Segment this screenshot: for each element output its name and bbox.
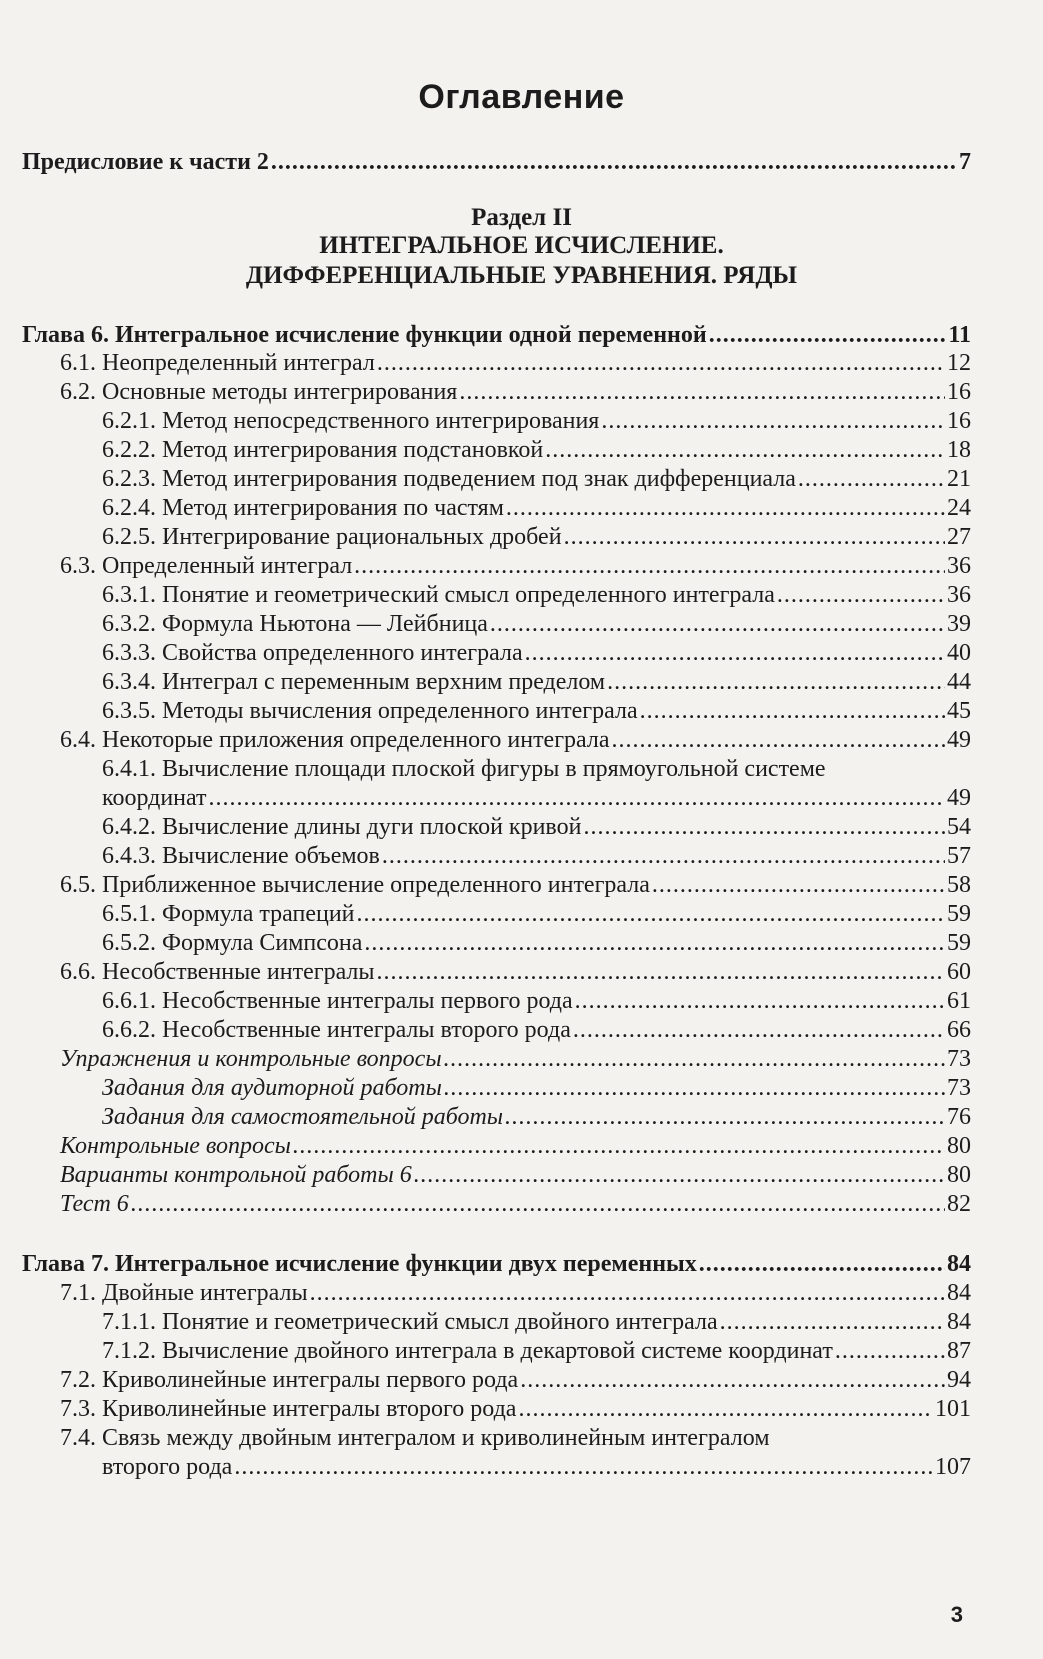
toc-entry[interactable]: [60, 1189, 971, 1219]
leader-dots: [459, 377, 945, 407]
toc-entry-page: 11: [948, 322, 971, 348]
toc-entry[interactable]: [102, 1073, 971, 1103]
leader-dots: [234, 1452, 933, 1482]
toc-entry-label: Варианты контрольной работы 6: [60, 1162, 412, 1188]
leader-dots: [612, 725, 945, 755]
toc-entry[interactable]: [102, 435, 971, 465]
toc-entry-label: 6.3.5. Методы вычисления определенного интеграла: [102, 698, 638, 724]
leader-dots: [835, 1336, 945, 1366]
toc-entry[interactable]: [102, 1102, 971, 1132]
leader-dots: [525, 638, 945, 668]
leader-dots: [777, 580, 945, 610]
leader-dots: [271, 147, 957, 177]
toc-entry-page: 80: [947, 1133, 971, 1159]
toc-entry-label: 7.3. Криволинейные интегралы второго рода: [60, 1396, 517, 1422]
toc-entry[interactable]: [60, 551, 971, 581]
page-title: Оглавление: [418, 78, 625, 116]
toc-entry-label: 6.5.2. Формула Симпсона: [102, 930, 363, 956]
toc-entry-page: 73: [947, 1075, 971, 1101]
leader-dots: [601, 406, 945, 436]
toc-entry-label: 6.2. Основные методы интегрирования: [60, 379, 458, 405]
leader-dots: [545, 435, 945, 465]
leader-dots: [505, 1102, 945, 1132]
leader-dots: [575, 986, 945, 1016]
toc-entry[interactable]: [60, 377, 971, 407]
toc-entry-page: 39: [947, 611, 971, 637]
toc-entry[interactable]: [60, 1044, 971, 1074]
toc-entry-label: Упражнения и контрольные вопросы: [60, 1046, 442, 1072]
toc-entry-page: 76: [947, 1104, 971, 1130]
toc-entry[interactable]: [102, 783, 971, 813]
toc-entry[interactable]: [102, 986, 971, 1016]
toc-entry-preface[interactable]: [22, 147, 971, 177]
leader-dots: [364, 928, 945, 958]
toc-entry-label: 6.2.3. Метод интегрирования подведением под знак дифференциала: [102, 466, 796, 492]
toc-entry-label: 6.3.2. Формула Ньютона — Лейбница: [102, 611, 488, 637]
toc-entry-page: 54: [947, 814, 971, 840]
toc-entry-label: Задания для аудиторной работы: [102, 1075, 442, 1101]
toc-entry-page: 84: [947, 1309, 971, 1335]
toc-entry-page: 73: [947, 1046, 971, 1072]
toc-entry-label: Тест 6: [60, 1191, 129, 1217]
toc-entry-label-continued[interactable]: 6.4.1. Вычисление площади плоской фигуры в прямоугольной системе: [102, 756, 826, 782]
toc-entry-page: 36: [947, 553, 971, 579]
toc-entry-label: 6.2.4. Метод интегрирования по частям: [102, 495, 504, 521]
leader-dots: [377, 348, 945, 378]
leader-dots: [518, 1394, 933, 1424]
toc-entry-label: 6.2.1. Метод непосредственного интегрирования: [102, 408, 600, 434]
leader-dots: [414, 1160, 945, 1190]
toc-entry-page: 16: [947, 408, 971, 434]
toc-entry-page: 16: [947, 379, 971, 405]
leader-dots: [506, 493, 945, 523]
toc-entry[interactable]: [102, 1307, 971, 1337]
toc-entry[interactable]: [102, 464, 971, 494]
toc-entry-page: 44: [947, 669, 971, 695]
leader-dots: [640, 696, 945, 726]
leader-dots: [357, 899, 945, 929]
toc-entry-page: 7: [959, 149, 971, 175]
toc-entry[interactable]: [60, 870, 971, 900]
toc-entry-label: Контрольные вопросы: [60, 1133, 291, 1159]
toc-entry-label: 6.3.3. Свойства определенного интеграла: [102, 640, 523, 666]
toc-entry[interactable]: [102, 1015, 971, 1045]
leader-dots: [354, 551, 945, 581]
toc-entry[interactable]: [60, 1160, 971, 1190]
toc-entry[interactable]: [60, 348, 971, 378]
toc-entry[interactable]: [102, 580, 971, 610]
toc-entry-page: 101: [935, 1396, 971, 1422]
toc-entry-label: Глава 7. Интегральное исчисление функции двух переменных: [22, 1251, 697, 1277]
toc-entry-label: 6.1. Неопределенный интеграл: [60, 350, 375, 376]
toc-entry-label: 7.1.1. Понятие и геометрический смысл двойного интеграла: [102, 1309, 718, 1335]
toc-entry-page: 59: [947, 930, 971, 956]
toc-entry[interactable]: [102, 1452, 971, 1482]
leader-dots: [607, 667, 945, 697]
toc-entry-label: 6.6.2. Несобственные интегралы второго рода: [102, 1017, 571, 1043]
toc-entry[interactable]: [102, 609, 971, 639]
toc-entry-page: 24: [947, 495, 971, 521]
toc-entry-label: 6.5.1. Формула трапеций: [102, 901, 355, 927]
toc-entry[interactable]: [102, 812, 971, 842]
leader-dots: [444, 1044, 945, 1074]
toc-entry[interactable]: [60, 1365, 971, 1395]
toc-entry-label: второго рода: [102, 1454, 233, 1480]
toc-entry[interactable]: [102, 522, 971, 552]
toc-entry-page: 59: [947, 901, 971, 927]
leader-dots: [444, 1073, 945, 1103]
toc-entry-page: 82: [947, 1191, 971, 1217]
toc-entry[interactable]: [60, 1394, 971, 1424]
leader-dots: [490, 609, 945, 639]
toc-entry[interactable]: [60, 725, 971, 755]
toc-entry[interactable]: [102, 1336, 971, 1366]
toc-entry[interactable]: [102, 928, 971, 958]
toc-entry-label: Глава 6. Интегральное исчисление функции одной переменной: [22, 322, 707, 348]
leader-dots: [131, 1189, 945, 1219]
toc-entry[interactable]: [60, 1278, 971, 1308]
section-title-line1: ИНТЕГРАЛЬНОЕ ИСЧИСЛЕНИЕ.: [319, 232, 724, 259]
toc-entry-label: 6.3.4. Интеграл с переменным верхним пределом: [102, 669, 606, 695]
toc-entry-label: 6.3. Определенный интеграл: [60, 553, 353, 579]
toc-entry[interactable]: [102, 696, 971, 726]
leader-dots: [699, 1249, 945, 1279]
toc-entry-page: 57: [947, 843, 971, 869]
toc-chapter-7[interactable]: [22, 1249, 971, 1279]
leader-dots: [520, 1365, 945, 1395]
toc-entry-label: 6.4.3. Вычисление объемов: [102, 843, 380, 869]
toc-entry-page: 49: [947, 785, 971, 811]
toc-entry-page: 87: [947, 1338, 971, 1364]
toc-entry-page: 94: [947, 1367, 971, 1393]
toc-entry[interactable]: [60, 1131, 971, 1161]
toc-entry-page: 84: [947, 1251, 971, 1277]
toc-entry-label: 6.6. Несобственные интегралы: [60, 959, 375, 985]
leader-dots: [377, 957, 945, 987]
toc-entry[interactable]: [102, 638, 971, 668]
toc-entry-label: 6.3.1. Понятие и геометрический смысл определенного интеграла: [102, 582, 775, 608]
toc-entry-page: 40: [947, 640, 971, 666]
toc-entry-page: 107: [935, 1454, 971, 1480]
toc-chapter-6[interactable]: [22, 320, 971, 350]
toc-entry-page: 49: [947, 727, 971, 753]
section-title-line2: ДИФФЕРЕНЦИАЛЬНЫЕ УРАВНЕНИЯ. РЯДЫ: [245, 262, 798, 289]
toc-entry[interactable]: [60, 957, 971, 987]
leader-dots: [382, 841, 945, 871]
leader-dots: [564, 522, 945, 552]
section-number: Раздел II: [471, 204, 572, 231]
leader-dots: [209, 783, 945, 813]
leader-dots: [293, 1131, 945, 1161]
toc-entry-page: 45: [947, 698, 971, 724]
toc-entry[interactable]: [102, 899, 971, 929]
leader-dots: [583, 812, 945, 842]
toc-entry-label: Предисловие к части 2: [22, 149, 269, 175]
toc-entry-label-continued[interactable]: 7.4. Связь между двойным интегралом и криволинейным интегралом: [60, 1425, 770, 1451]
toc-entry-label: Задания для самостоятельной работы: [102, 1104, 504, 1130]
leader-dots: [573, 1015, 945, 1045]
toc-entry-label: 7.1. Двойные интегралы: [60, 1280, 308, 1306]
toc-entry-label: 6.2.2. Метод интегрирования подстановкой: [102, 437, 544, 463]
toc-entry-page: 58: [947, 872, 971, 898]
toc-entry-page: 80: [947, 1162, 971, 1188]
toc-entry-label: 6.5. Приближенное вычисление определенного интеграла: [60, 872, 650, 898]
toc-entry-page: 66: [947, 1017, 971, 1043]
toc-entry-page: 60: [947, 959, 971, 985]
toc-entry-page: 12: [947, 350, 971, 376]
toc-entry[interactable]: [102, 493, 971, 523]
leader-dots: [652, 870, 945, 900]
leader-dots: [720, 1307, 945, 1337]
toc-entry-label: 6.4.2. Вычисление длины дуги плоской кривой: [102, 814, 582, 840]
toc-entry-page: 36: [947, 582, 971, 608]
toc-entry-label: 7.2. Криволинейные интегралы первого рода: [60, 1367, 519, 1393]
toc-entry-page: 27: [947, 524, 971, 550]
toc-entry-label: 6.2.5. Интегрирование рациональных дробей: [102, 524, 562, 550]
toc-entry[interactable]: [102, 406, 971, 436]
toc-entry-page: 84: [947, 1280, 971, 1306]
toc-entry-label: 6.4. Некоторые приложения определенного интеграла: [60, 727, 610, 753]
toc-entry[interactable]: [102, 841, 971, 871]
toc-entry-page: 21: [947, 466, 971, 492]
page-number: 3: [950, 1602, 963, 1627]
leader-dots: [798, 464, 945, 494]
toc-entry-label: 6.6.1. Несобственные интегралы первого рода: [102, 988, 573, 1014]
toc-entry-label: координат: [102, 785, 207, 811]
leader-dots: [709, 320, 947, 350]
leader-dots: [310, 1278, 945, 1308]
toc-entry-page: 61: [947, 988, 971, 1014]
toc-entry-label: 7.1.2. Вычисление двойного интеграла в декартовой системе координат: [102, 1338, 833, 1364]
toc-entry[interactable]: [102, 667, 971, 697]
toc-entry-page: 18: [947, 437, 971, 463]
